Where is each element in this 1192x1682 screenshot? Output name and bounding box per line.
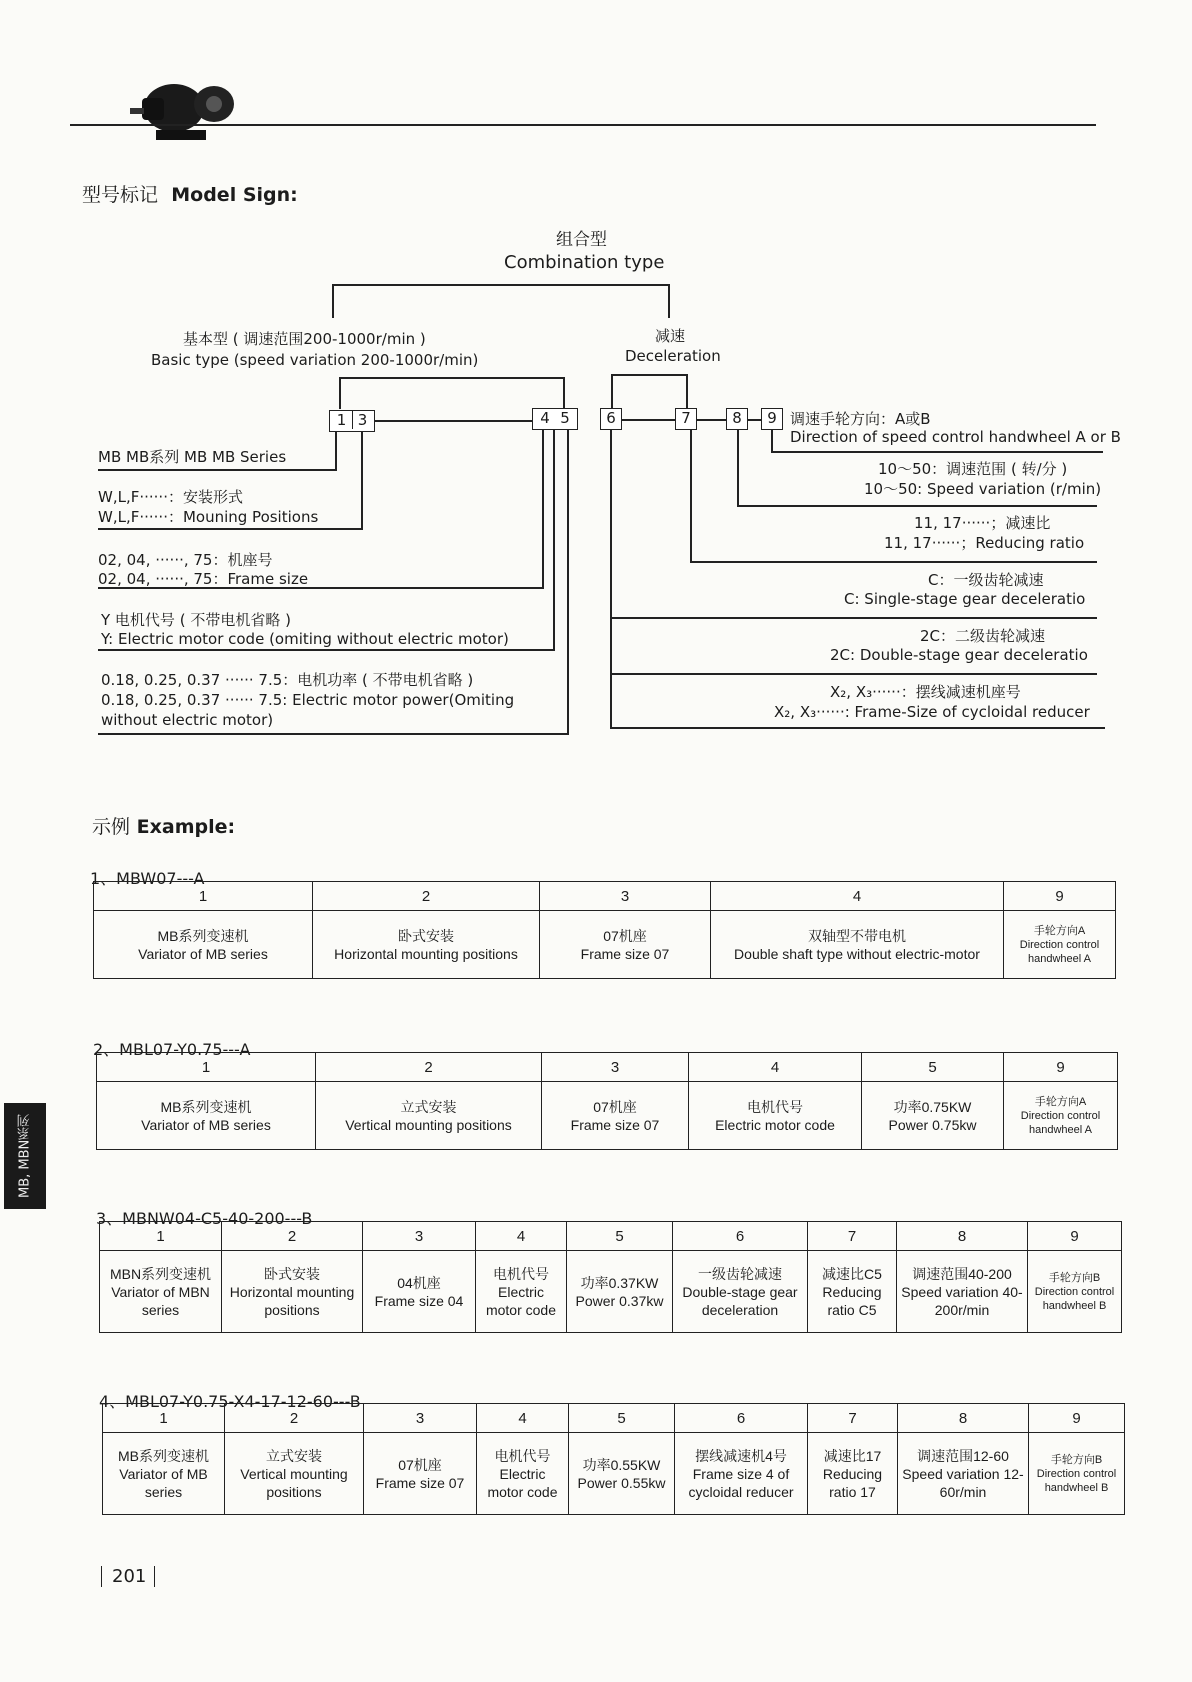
label-motor-code-en: Y: Electric motor code (omiting without electric motor) — [101, 630, 509, 648]
basic-bracket-left — [339, 377, 341, 409]
leader-8-h — [737, 505, 1097, 507]
example-2-table — [96, 1052, 1118, 1150]
ex1-cell-2 — [313, 911, 540, 979]
code-digit-9: 9 — [767, 409, 777, 427]
label-speed-zh: 10～50：调速范围 ( 转/分 ) — [878, 460, 1068, 478]
label-speed-en: 10～50: Speed variation (r/min) — [864, 480, 1102, 498]
leader-9-v — [771, 430, 773, 452]
ex3-col-8: 8 — [897, 1222, 1028, 1251]
ex1-cell-2-zh: 卧式安装 — [398, 927, 454, 944]
label-series: MB MB系列 MB MB Series — [98, 448, 287, 466]
code-digit-1: 1 — [332, 411, 353, 429]
ex3-cell-2 — [222, 1251, 363, 1333]
ex3-col-5: 5 — [567, 1222, 673, 1251]
page-number — [101, 1566, 155, 1587]
ex4-cell-1 — [103, 1433, 225, 1515]
model-sign-zh: 型号标记 — [82, 184, 159, 206]
ex2-cell-2 — [316, 1082, 542, 1150]
ex2-cell-1 — [97, 1082, 316, 1150]
basic-bracket — [339, 377, 564, 379]
label-ratio-zh: 11, 17······；减速比 — [914, 514, 1051, 532]
ex1-col-1: 1 — [94, 882, 313, 911]
ex4-cell-3-en: Frame size 07 — [375, 1474, 465, 1491]
ex2-cell-3-zh: 07机座 — [593, 1098, 637, 1115]
section-side-tab: MB, MBN系列 — [4, 1103, 46, 1209]
page-number-text: 201 — [101, 1566, 155, 1587]
label-cycloidal-zh: X₂, X₃······：摆线减速机座号 — [830, 683, 1021, 701]
ex3-cell-6-en: Double-stage gear deceleration — [682, 1283, 798, 1318]
connector-7-8 — [697, 419, 726, 421]
ex2-col-1: 1 — [97, 1053, 316, 1082]
ex1-col-9: 9 — [1004, 882, 1116, 911]
ex4-col-5: 5 — [569, 1404, 675, 1433]
label-motor-code-zh: Y 电机代号 ( 不带电机省略 ) — [101, 611, 291, 629]
ex1-cell-1-en: Variator of MB series — [138, 945, 268, 962]
leader-5-h — [98, 733, 569, 735]
ex1-cell-9-en: Direction control handwheel A — [1019, 938, 1100, 965]
ex2-cell-1-en: Variator of MB series — [141, 1116, 271, 1133]
leader-6b-h — [610, 673, 1097, 675]
ex4-col-8: 8 — [898, 1404, 1029, 1433]
basic-bracket-right — [563, 377, 565, 409]
code-digit-8: 8 — [732, 409, 742, 427]
ex4-cell-6-en: Frame size 4 of cycloidal reducer — [688, 1465, 794, 1500]
ex4-cell-5 — [569, 1433, 675, 1515]
ex3-cell-4 — [476, 1251, 567, 1333]
label-power-en2: without electric motor) — [101, 711, 274, 729]
label-double-gear-zh: 2C：二级齿轮减速 — [920, 627, 1046, 645]
example-3-table — [99, 1221, 1122, 1333]
label-single-gear-en: C: Single-stage gear deceleratio — [844, 590, 1086, 608]
ex3-cell-8-zh: 调速范围40-200 — [912, 1265, 1012, 1282]
ex1-cell-4-zh: 双轴型不带电机 — [808, 927, 906, 944]
ex2-cell-3-en: Frame size 07 — [570, 1116, 660, 1133]
leader-6a-h — [610, 617, 1097, 619]
ex2-cell-2-zh: 立式安装 — [400, 1098, 457, 1115]
ex4-cell-9 — [1029, 1433, 1125, 1515]
ex2-cell-5-en: Power 0.75kw — [888, 1116, 977, 1133]
example-3-title: 3、MBNW04-C5-40-200---B — [96, 1209, 313, 1228]
decel-label-zh: 减速 — [655, 327, 686, 345]
decel-bracket-left — [611, 374, 613, 409]
ex2-cell-4-zh: 电机代号 — [747, 1098, 803, 1115]
code-box-6 — [600, 408, 622, 430]
ex4-cell-3 — [364, 1433, 477, 1515]
ex1-col-2: 2 — [313, 882, 540, 911]
leader-4b-h — [98, 649, 555, 651]
ex4-cell-7-zh: 减速比17 — [823, 1447, 882, 1464]
leader-9-h — [771, 451, 1103, 453]
ex4-col-3: 3 — [364, 1404, 477, 1433]
ex4-cell-6-zh: 摆线减速机4号 — [695, 1447, 787, 1464]
label-cycloidal-en: X₂, X₃······: Frame-Size of cycloidal reducer — [774, 703, 1090, 721]
ex4-col-1: 1 — [103, 1404, 225, 1433]
ex4-cell-6 — [675, 1433, 808, 1515]
label-handwheel-en: Direction of speed control handwheel A or B — [790, 428, 1121, 446]
ex1-cell-4-en: Double shaft type without electric-motor — [734, 945, 980, 962]
ex4-cell-8 — [898, 1433, 1029, 1515]
decel-label-en: Deceleration — [625, 347, 721, 365]
ex3-cell-2-zh: 卧式安装 — [264, 1265, 320, 1282]
ex3-cell-8 — [897, 1251, 1028, 1333]
ex1-col-3: 3 — [540, 882, 711, 911]
ex3-cell-1-en: Variator of MBN series — [111, 1283, 210, 1318]
connector-6-7 — [622, 419, 676, 421]
ex4-cell-1-zh: MB系列变速机 — [118, 1447, 209, 1464]
ex2-col-3: 3 — [542, 1053, 689, 1082]
header-rule — [70, 124, 1096, 126]
ex2-cell-4 — [689, 1082, 862, 1150]
ex4-col-7: 7 — [808, 1404, 898, 1433]
leader-4b-v — [553, 430, 555, 650]
ex3-cell-8-en: Speed variation 40-200r/min — [901, 1283, 1023, 1318]
ex3-cell-6 — [673, 1251, 808, 1333]
basic-label-en: Basic type (speed variation 200-1000r/min) — [151, 351, 479, 369]
ex4-cell-8-zh: 调速范围12-60 — [917, 1447, 1009, 1464]
ex3-cell-9-zh: 手轮方向B — [1048, 1271, 1101, 1284]
header-motor-icon — [128, 78, 240, 152]
label-single-gear-zh: C：一级齿轮减速 — [928, 571, 1044, 589]
ex3-cell-7-zh: 减速比C5 — [822, 1265, 882, 1282]
ex4-cell-1-en: Variator of MB series — [119, 1465, 208, 1500]
leader-1-v — [335, 432, 337, 470]
ex1-cell-1-zh: MB系列变速机 — [157, 927, 249, 944]
example-en: Example: — [136, 816, 236, 838]
ex4-col-6: 6 — [675, 1404, 808, 1433]
ex3-cell-3 — [363, 1251, 476, 1333]
ex2-cell-5 — [862, 1082, 1004, 1150]
ex1-cell-3-zh: 07机座 — [603, 927, 647, 944]
ex1-col-4: 4 — [711, 882, 1004, 911]
leader-7-v — [690, 430, 692, 562]
decel-bracket-right — [686, 374, 688, 409]
leader-3-h — [98, 528, 363, 530]
label-power-zh: 0.18, 0.25, 0.37 ······ 7.5：电机功率 ( 不带电机省略 ) — [101, 671, 474, 689]
leader-6-v — [610, 430, 612, 728]
ex3-col-2: 2 — [222, 1222, 363, 1251]
ex4-col-4: 4 — [477, 1404, 569, 1433]
connector-3-4 — [375, 420, 533, 422]
code-box-8 — [726, 408, 748, 430]
ex4-cell-9-zh: 手轮方向B — [1050, 1453, 1103, 1466]
ex4-cell-2-zh: 立式安装 — [266, 1447, 322, 1464]
label-handwheel-zh: 调速手轮方向：A或B — [790, 410, 931, 428]
label-power-en: 0.18, 0.25, 0.37 ······ 7.5: Electric motor power(Omiting — [101, 691, 515, 709]
ex3-cell-6-zh: 一级齿轮减速 — [698, 1265, 782, 1282]
ex4-col-2: 2 — [225, 1404, 364, 1433]
ex1-cell-1 — [94, 911, 313, 979]
model-sign-en: Model Sign: — [171, 184, 298, 206]
code-box-4-5 — [532, 408, 578, 430]
code-box-1-3 — [329, 410, 375, 432]
ex4-cell-2 — [225, 1433, 364, 1515]
ex2-cell-9 — [1004, 1082, 1118, 1150]
code-digit-4: 4 — [540, 409, 550, 427]
ex4-cell-4-zh: 电机代号 — [494, 1447, 551, 1464]
label-frame-en: 02, 04, ······, 75：Frame size — [98, 570, 309, 588]
ex4-cell-5-en: Power 0.55kw — [577, 1474, 666, 1491]
code-digit-5: 5 — [560, 409, 570, 427]
combination-label-zh: 组合型 — [556, 230, 607, 250]
ex2-col-9: 9 — [1004, 1053, 1118, 1082]
ex3-cell-3-zh: 04机座 — [397, 1274, 441, 1291]
example-zh: 示例 — [92, 816, 131, 838]
ex2-cell-9-en: Direction control handwheel A — [1020, 1109, 1101, 1136]
ex4-cell-8-en: Speed variation 12-60r/min — [902, 1465, 1024, 1500]
ex3-cell-9 — [1028, 1251, 1122, 1333]
code-box-7 — [675, 408, 697, 430]
ex3-col-3: 3 — [363, 1222, 476, 1251]
ex2-cell-5-zh: 功率0.75KW — [893, 1098, 972, 1115]
ex2-cell-9-zh: 手轮方向A — [1034, 1095, 1087, 1108]
example-2-title: 2、MBL07-Y0.75---A — [93, 1040, 251, 1059]
leader-4-v — [542, 430, 544, 588]
basic-label-zh: 基本型 ( 调速范围200-1000r/min ) — [183, 330, 426, 348]
ex4-col-9: 9 — [1029, 1404, 1125, 1433]
leader-6c-h — [610, 727, 1105, 729]
leader-1-h — [98, 469, 337, 471]
label-frame-zh: 02, 04, ······, 75：机座号 — [98, 551, 273, 569]
ex3-cell-5-en: Power 0.37kw — [575, 1292, 664, 1309]
leader-3-v — [361, 432, 363, 529]
ex1-cell-2-en: Horizontal mounting positions — [334, 945, 518, 962]
leader-7-h — [690, 561, 1097, 563]
ex2-cell-3 — [542, 1082, 689, 1150]
example-4-title: 4、MBL07-Y0.75-X4-17-12-60---B — [99, 1392, 361, 1411]
ex2-cell-4-en: Electric motor code — [715, 1116, 835, 1133]
ex4-cell-9-en: Direction control handwheel B — [1036, 1467, 1117, 1494]
model-sign-heading — [82, 180, 298, 207]
ex1-cell-9 — [1004, 911, 1116, 979]
ex2-col-5: 5 — [862, 1053, 1004, 1082]
ex3-cell-1 — [100, 1251, 222, 1333]
ex3-cell-4-en: Electric motor code — [485, 1283, 557, 1318]
label-mounting-zh: W,L,F······：安装形式 — [98, 488, 243, 506]
leader-8-v — [737, 430, 739, 506]
code-digit-6: 6 — [606, 409, 616, 427]
ex3-col-9: 9 — [1028, 1222, 1122, 1251]
ex4-cell-7-en: Reducing ratio 17 — [822, 1465, 883, 1500]
code-box-9 — [761, 408, 783, 430]
ex3-col-1: 1 — [100, 1222, 222, 1251]
ex3-col-7: 7 — [808, 1222, 897, 1251]
label-double-gear-en: 2C: Double-stage gear deceleratio — [830, 646, 1088, 664]
ex4-cell-2-en: Vertical mounting positions — [240, 1465, 348, 1500]
ex3-cell-2-en: Horizontal mounting positions — [229, 1283, 355, 1318]
example-1-table — [93, 881, 1116, 979]
code-digit-3: 3 — [357, 411, 368, 429]
example-4-table — [102, 1403, 1125, 1515]
ex4-cell-4-en: Electric motor code — [487, 1465, 558, 1500]
ex3-cell-7-en: Reducing ratio C5 — [822, 1283, 882, 1318]
decel-bracket — [611, 374, 687, 376]
ex3-cell-7 — [808, 1251, 897, 1333]
ex4-cell-7 — [808, 1433, 898, 1515]
ex3-col-6: 6 — [673, 1222, 808, 1251]
example-1-title: 1、MBW07---A — [90, 869, 205, 888]
ex4-cell-3-zh: 07机座 — [398, 1456, 442, 1473]
ex2-col-4: 4 — [689, 1053, 862, 1082]
ex3-cell-1-zh: MBN系列变速机 — [109, 1265, 212, 1282]
ex4-cell-5-zh: 功率0.55KW — [582, 1456, 661, 1473]
ex4-cell-4 — [477, 1433, 569, 1515]
leader-5-v — [567, 430, 569, 734]
combination-bracket — [332, 284, 669, 286]
ex3-cell-3-en: Frame size 04 — [374, 1292, 464, 1309]
label-ratio-en: 11, 17······；Reducing ratio — [884, 534, 1085, 552]
ex1-cell-3-en: Frame size 07 — [580, 945, 670, 962]
combination-bracket-left — [332, 284, 334, 318]
ex3-cell-4-zh: 电机代号 — [493, 1265, 549, 1282]
ex3-cell-5-zh: 功率0.37KW — [580, 1274, 659, 1291]
ex2-cell-2-en: Vertical mounting positions — [345, 1116, 512, 1133]
connector-8-9 — [748, 419, 762, 421]
ex2-cell-1-zh: MB系列变速机 — [160, 1098, 252, 1115]
ex3-cell-9-en: Direction control handwheel B — [1034, 1285, 1115, 1312]
example-heading — [92, 812, 235, 839]
ex3-cell-5 — [567, 1251, 673, 1333]
ex3-col-4: 4 — [476, 1222, 567, 1251]
label-mounting-en: W,L,F······：Mouning Positions — [98, 508, 319, 526]
combination-bracket-right — [668, 284, 670, 318]
ex1-cell-4 — [711, 911, 1004, 979]
ex1-cell-3 — [540, 911, 711, 979]
ex2-col-2: 2 — [316, 1053, 542, 1082]
ex1-cell-9-zh: 手轮方向A — [1033, 924, 1086, 937]
code-digit-7: 7 — [681, 409, 691, 427]
combination-label-en: Combination type — [504, 252, 665, 273]
